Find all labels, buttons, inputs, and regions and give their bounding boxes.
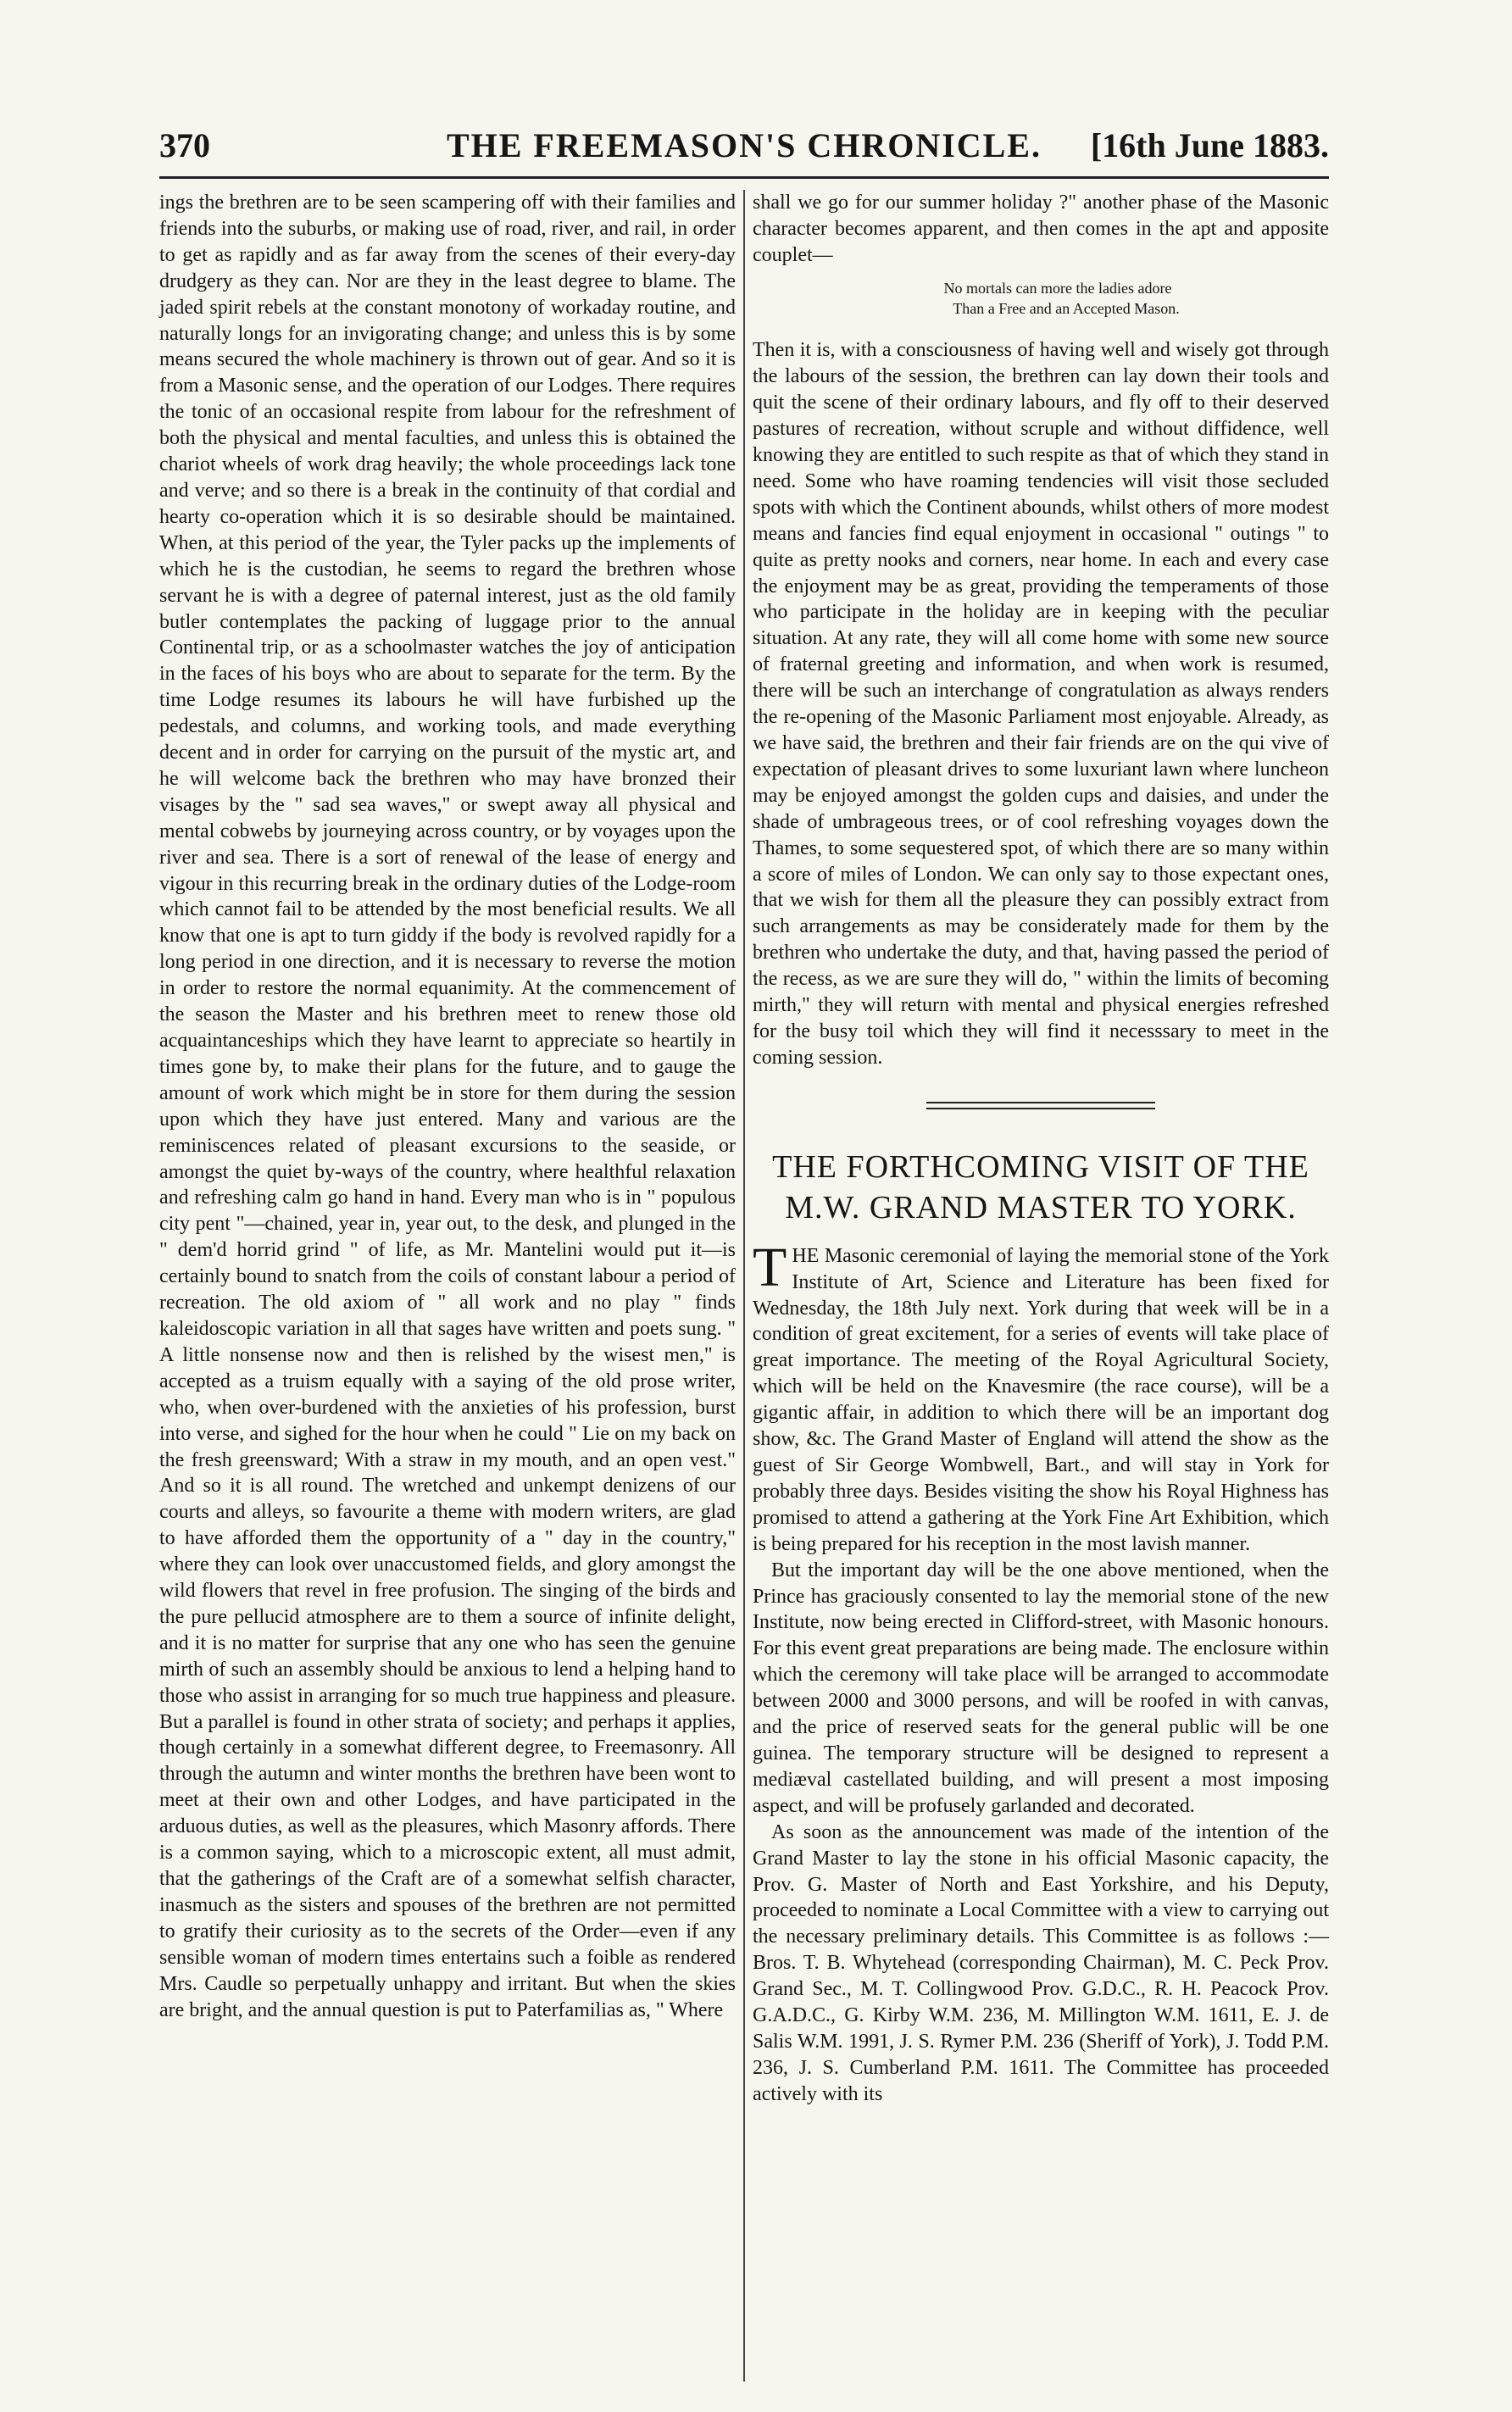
publication-title: THE FREEMASON'S CHRONICLE. [446,126,1042,164]
article-paragraph-2: But the important day will be the one above mentioned, when the Prince has graciously consented to lay the memorial stone of the new Institute, now being erected in Clifford-street, with Masonic honours. For this event great preparations are being made. The enclosure within which the ceremony will take place will be arranged to accommodate between 2000 and 3000 persons, and will be roofed in with canvas, and the price of reserved seats for the general public will be one guinea. The temporary structure will be designed to represent a mediæval castellated building, and will present a most imposing aspect, and will be profusely garlanded and decorated. [753,1559,1329,1817]
article-paragraph-1-text: HE Masonic ceremonial of laying the memorial stone of the York Institute of Art, Science and Literature has been fixed for Wednesday, the 18th July next. York during that week will be in a condition of great excitement, for a series of events will take place of great importance. The meeting of the Royal Agricultural Society, which will be held on the Knavesmire (the race course), will be a gigantic affair, in addition to which there will be an important dog show, &c. The Grand Master of England will attend the show as the guest of Sir George Wombwell, Bart., and will stay in York for probably three days. Besides visiting the show his Royal Highness has promised to attend a gathering at the York Fine Art Exhibition, which is being prepared for his reception in the most lavish manner. [753,1244,1329,1555]
article-paragraph-1 [753,1236,1329,1558]
left-column-paragraph: ings the brethren are to be seen scampering off with their families and friends into the suburbs, or making use of road, river, and rail, in order to get as rapidly and as far away from the scenes of their every-day drudgery as they can. Nor are they in the least degree to blame. The jaded spirit rebels at the constant monotony of workaday routine, and naturally longs for an invigorating change; and unless this is by some means secured the whole machinery is thrown out of gear. And so it is from a Masonic sense, and the operation of our Lodges. There requires the tonic of an occasional respite from labour for the refreshment of both the physical and mental faculties, and unless this is obtained the chariot wheels of work drag heavily; the whole proceedings lack tone and verve; and so there is a break in the continuity of that cordial and hearty co-operation which it is so desirable should be maintained. When, at this period of the year, the Tyler packs up the implements of which he is the custodian, he seems to regard the brethren whose servant he is with a degree of paternal interest, just as the old family butler contemplates the packing of luggage prior to the annual Continental trip, or as a schoolmaster watches the joy of anticipation in the faces of his boys who are about to separate for the term. By the time Lodge resumes its labours he will have furbished up the pedestals, and columns, and working tools, and made everything decent and in order for carrying on the pursuit of the mystic art, and he will welcome back the brethren who may have bronzed their visages by the " sad sea waves," or swept away all physical and mental cobwebs by journeying across country, or by voyages upon the river and sea. There is a sort of renewal of the lease of energy and vigour in this recurring break in the ordinary duties of the Lodge-room which cannot fail to be attended by the most beneficial results. We all know that one is apt to turn giddy if the body is revolved rapidly for a long period in one direction, and it is necessary to reverse the motion in order to restore the normal equanimity. At the commencement of the season the Master and his brethren meet to renew those old acquaintanceships which they have learnt to appreciate so heartily in times gone by, to make their plans for the future, and to gauge the amount of work which might be in store for them during the session upon which they have just entered. Many and various are the reminiscences related of pleasant excursions to the seaside, or amongst the quiet by-ways of the country, where healthful relaxation and refreshing calm go hand in hand. Every man who is in " populous city pent "—chained, year in, year out, to the desk, and plunged in the " dem'd horrid grind " of life, as Mr. Mantelini would put it—is certainly bound to snatch from the coils of constant labour a period of recreation. The old axiom of " all work and no play " finds kaleidoscopic variation in all that sages have written and poets sung. " A little nonsense now and then is relished by the wisest men," is accepted as a truism equally with a saying of the old prose writer, who, when over-burdened with the anxieties of his profession, burst into verse, and sighed for the hour when he could " Lie on my back on the fresh greensward; With a straw in my mouth, and an open vest." And so it is all round. The wretched and unkempt denizens of our courts and alleys, so favourite a theme with modern writers, are glad to have afforded them the opportunity of a " day in the country," where they can look over unaccustomed fields, and glory amongst the wild flowers that revel in free profusion. The singing of the birds and the pure pellucid atmosphere are to them a source of infinite delight, and it is no matter for surprise that any one who has seen the genuine mirth of such an assembly should be anxious to lend a helping hand to those who assist in arranging for so much true happiness and pleasure. But a parallel is found in other strata of society; and perhaps it applies, though certainly in a somewhat different degree, to Freemasonry. All through the autumn and winter months the brethren have been wont to meet at their own and other Lodges, and have participated in the arduous duties, as well as the pleasures, which Masonry affords. There is a common saying, which to a microscopic extent, all must admit, that the gatherings of the Craft are of a somewhat selfish character, inasmuch as the sisters and spouses of the brethren are not permitted to gratify their curiosity as to the secrets of the Order—even if any sensible woman of modern times entertains such a foible as rendered Mrs. Caudle so perpetually unhappy and irritant. But when the skies are bright, and the annual question is put to Paterfamilias as, " Where [159,192,737,2021]
headline-line-2: M.W. GRAND MASTER TO YORK. [785,1189,1297,1225]
issue-date: [16th June 1883. [1090,126,1329,164]
page-number: 370 [159,126,210,164]
column-divider [743,190,745,2381]
article-paragraph-3: As soon as the announcement was made of the intention of the Grand Master to lay the stone in his official Masonic capacity, the Prov. G. Master of North and East Yorkshire, and his Deputy, proceeded to nominate a Local Committee with a view to carrying out the necessary preliminary details. This Committee is as follows :—Bros. T. B. Whytehead (corresponding Chairman), M. C. Peck Prov. Grand Sec., M. T. Collingwood Prov. G.D.C., R. H. Peacock Prov. G.A.D.C., G. Kirby W.M. 236, M. Millington W.M. 1611, E. J. de Salis W.M. 1991, J. S. Rymer P.M. 236 (Sheriff of York), J. Todd P.M. 236, J. S. Cumberland P.M. 1611. The Committee has proceeded actively with its [753,1820,1329,2105]
headline-line-1: THE FORTHCOMING VISIT OF THE [772,1148,1309,1185]
holiday-continuation-paragraph: Then it is, with a consciousness of having well and wisely got through the labours of the session, the brethren can lay down their tools and quit the scene of their ordinary labours, and fly off to their deserved pastures of recreation, without scruple and without diffidence, well knowing they are entitled to such respite as that of which they stand in need. Some who have roaming tendencies will visit those secluded spots with which the Continent abounds, whilst others of more modest means and fancies find equal enjoyment in occasional " outings " to quite as pretty nooks and corners, near home. In each and every case the enjoyment may be as great, providing the temperaments of those who participate in the holiday are in keeping with the peculiar situation. At any rate, they will all come home with some new source of fraternal greeting and information, and when work is resumed, there will be such an interchange of congratulation as always renders the re-opening of the Masonic Parliament most enjoyable. Already, as we have said, the brethren and their fair friends are on the qui vive of expectation of pleasant drives to some luxuriant lawn where luncheon may be enjoyed amongst the golden cups and daisies, and under the shade of umbrageous trees, or of cool refreshing voyages down the Thames, to some sequestered spot, of which there are so many within a score of miles of London. We can only say to those expectant ones, that we wish for them all the pleasure they can possibly extract from such arrangements as may be considerately made for them by the brethren who undertake the duty, and that, having passed the period of the recess, as we are sure they will do, " within the limits of becoming mirth," they will return with mental and physical energies refreshed for the busy toil which they will find it necesssary to meet in the coming session. [753,339,1329,1069]
article-headline [753,1147,1329,1228]
couplet-line-1: No mortals can more the ladies adore [943,280,1172,297]
right-column [753,190,1329,2108]
couplet [753,278,1329,319]
left-column [159,190,736,2023]
holiday-lead-paragraph: shall we go for our summer holiday ?" another phase of the Masonic character becomes apparent, and then comes in the apt and apposite couplet— [753,192,1329,266]
couplet-line-2: Than a Free and an Accepted Mason. [953,300,1180,318]
drop-cap: T [753,1236,787,1298]
masthead-rule [159,176,1329,179]
article-separator [926,1102,1155,1109]
masthead [159,125,1329,170]
